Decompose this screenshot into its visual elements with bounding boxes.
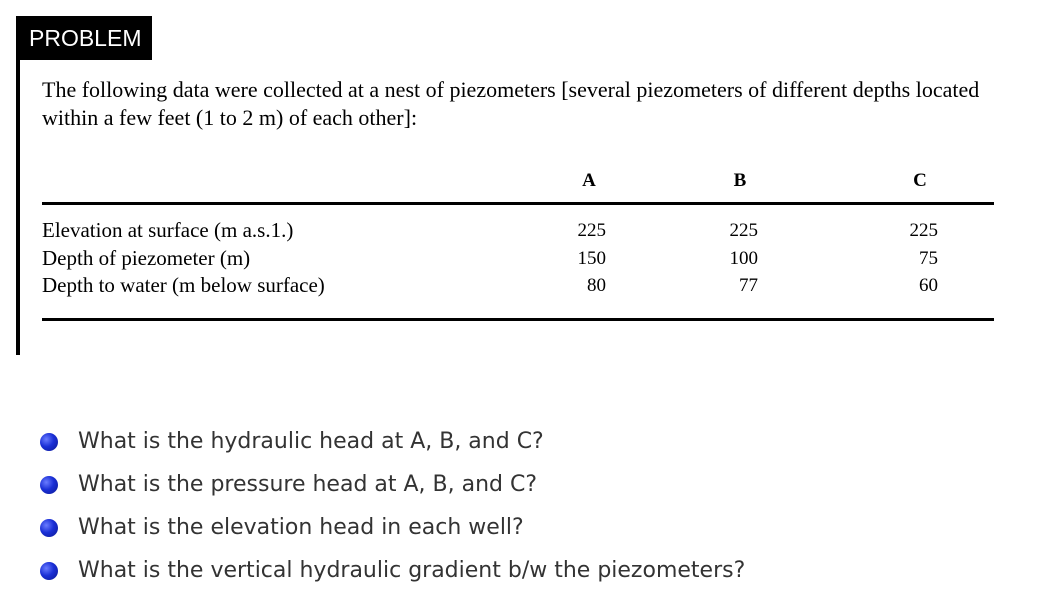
list-item: [40, 549, 745, 592]
cell-depth-water-a: 80: [587, 275, 606, 296]
bullet-dot-icon: [40, 433, 58, 451]
row-label-elevation: Elevation at surface (m a.s.1.): [42, 218, 294, 242]
bullet-dot-icon: [40, 519, 58, 537]
left-rule-divider: [16, 58, 20, 355]
cell-depth-water-c: 60: [919, 275, 938, 296]
cell-depth-water-b: 77: [739, 275, 758, 296]
table-bottom-rule: [42, 318, 994, 321]
column-header-b: B: [733, 170, 747, 191]
row-label-depth-piezometer: Depth of piezometer (m): [42, 246, 251, 270]
list-item: [40, 463, 745, 506]
bullet-dot-icon: [40, 476, 58, 494]
cell-depth-piezometer-a: 150: [577, 248, 606, 269]
intro-paragraph: The following data were collected at a nest of piezometers [several piezometers of different depths located within a few feet (1 to 2 m) of each other]:: [42, 77, 980, 130]
cell-elevation-b: 225: [729, 220, 758, 241]
question-list: [40, 420, 745, 592]
list-item: [40, 506, 745, 549]
question-text: What is the pressure head at A, B, and C?: [78, 472, 538, 497]
question-text: What is the hydraulic head at A, B, and C?: [78, 429, 544, 454]
cell-depth-piezometer-c: 75: [919, 248, 938, 269]
table-top-rule: [42, 202, 994, 205]
problem-tag-label: PROBLEM: [29, 24, 142, 51]
question-text: What is the vertical hydraulic gradient b/w the piezometers?: [78, 558, 746, 583]
row-label-depth-water: Depth to water (m below surface): [42, 273, 325, 297]
list-item: [40, 420, 745, 463]
cell-depth-piezometer-b: 100: [729, 248, 758, 269]
column-header-c: C: [913, 170, 927, 191]
column-header-a: A: [582, 170, 596, 191]
question-text: What is the elevation head in each well?: [78, 515, 524, 540]
cell-elevation-c: 225: [909, 220, 938, 241]
cell-elevation-a: 225: [577, 220, 606, 241]
bullet-dot-icon: [40, 562, 58, 580]
problem-tag: [16, 16, 152, 60]
